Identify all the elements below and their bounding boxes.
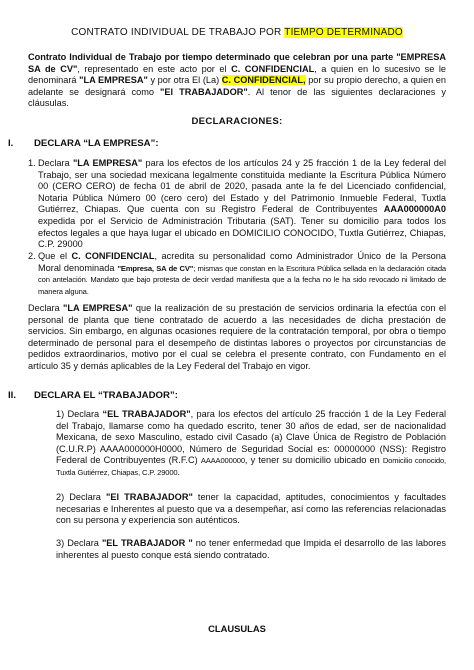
item-text: Que el (38, 251, 72, 261)
item-text: para los efectos de los artículos 24 y 25 fracción 1 de la Ley federal del Trabajo, ser una sociedad mexicana legalmente constituida mediante la Escritura Pública Número 00 (CERO CERO) de fecha 01 de abril de 2020, pasada ante la fe del Licenciado confidencial, Notaria Pública Número 00 (cero cero) del Estado y del Patrimonio Inmueble Federal, Tuxtla Gutiérrez, Chiapas. Que cuenta con su Registro Federal de Contribuyentes (38, 158, 446, 215)
worker-declaration-2 (56, 492, 446, 527)
employee-address: Domicilio conocido, Tuxtla Gutiérrez, Chiapas, C.P. 29000 (56, 456, 446, 477)
intro-text: y por otra El (La) (147, 75, 222, 86)
clausulas-heading: CLAUSULAS (208, 623, 266, 634)
employer-alias: "LA EMPRESA" (72, 158, 143, 168)
intro-lead: Contrato Individual de Trabajo por tiempo determinado que celebran por una parte (28, 52, 397, 62)
employee-name: C. CONFIDENCIAL, (221, 75, 306, 86)
employee-alias: "El TRABAJADOR" (106, 492, 193, 502)
company-name: "Empresa, SA de CV" (117, 263, 194, 273)
para-text: 3) Declara (56, 538, 102, 548)
declara-paragraph (28, 303, 446, 373)
intro-text: , a quien en lo sucesivo se le denominará (28, 63, 447, 86)
worker-declaration-3 (56, 538, 446, 561)
para-text: , y tener su domicilio ubicado en (244, 455, 383, 466)
employer-alias: "LA EMPRESA" (79, 75, 148, 86)
item-text: Declara (38, 158, 73, 168)
intro-text: . Al tenor de las siguientes declaraciones y cláusulas. (28, 86, 446, 109)
document-title (0, 27, 474, 38)
intro-paragraph (28, 52, 446, 110)
declaraciones-heading: DECLARACIONES: (191, 116, 283, 127)
title-highlight: TIEMPO DETERMINADO (284, 27, 403, 38)
section-1-numeral: I. (8, 138, 14, 149)
para-text: . (177, 466, 181, 477)
item-text: , acredita su personalidad como Administrador Único de la Persona Moral denominada (38, 251, 447, 273)
section-2-title: DECLARA EL “TRABAJADOR”: (34, 390, 178, 401)
para-text: que la realización de su prestación de servicios ordinaria la efectúa con el personal de planta que tiene contratado de acuerdo a las necesidades de dicha prestación de servicios. Sin embargo, en algunas ocasiones requiere de la contratación temporal, por obra o tiempo determinado de personal para el desempeño de distintas labores o proyectos por circunstancias de pedidos extraordinarios, motivo por el cual se celebra el presente contrato, con Fundamento en el artículo 35 y demás aplicables de la Ley Federal del Trabajo en vigor. (28, 303, 447, 371)
representative-name: C. CONFIDENCIAL (231, 63, 315, 74)
para-text: 1) Declara (56, 409, 103, 419)
para-text: no tener enfermedad que Impida el desarrollo de las labores inherentes al puesto conque está siendo contratado. (56, 538, 446, 560)
section-2-header (0, 390, 474, 402)
para-text: 2) Declara (56, 492, 107, 502)
employer-rfc: AAA000000A0 (383, 204, 446, 215)
section-1-title: DECLARA “LA EMPRESA”: (34, 138, 159, 149)
item-2-paragraph (38, 251, 446, 297)
item-text: ; mismas que constan en la Escritura Pública sellada en la declaración citada con antelación. Mandato que bajo protesta de decir verdad manifiesta que a la fecha no le ha sido revocado ni limitado de manera alguna. (38, 263, 447, 296)
title-prefix: CONTRATO INDIVIDUAL DE TRABAJO POR (71, 27, 285, 38)
para-text: , para los efectos del artículo 25 fracción 1 de la Ley Federal del Trabajo, llamarse como ha quedado escrito, tener 30 años de edad, ser de nacionalidad Mexicana, de sexo Masculino, estado civil Casado (a) Clave Única de Registro de Población (C.U.R.P) AAAA000000H0000, Número de Seguridad Social es: 00000000 (NSS): Registro Federal de Contribuyentes (R.F.C) (56, 409, 446, 466)
intro-text: por su propio derecho, a quien en adelante se designará como (28, 75, 447, 97)
para-text: tener la capacidad, aptitudes, conocimientos y facultades necesarias e Inherentes al puesto que va a desempeñar, así como las referencias relacionadas con su persona y experiencia son auténticos. (56, 492, 446, 526)
employee-alias: “EL TRABAJADOR" (102, 409, 191, 419)
employee-rfc: AAAA000000 (200, 456, 245, 466)
employer-alias: "LA EMPRESA" (63, 303, 133, 313)
para-text: Declara (28, 303, 64, 313)
employee-alias: "El TRABAJADOR" (160, 86, 248, 97)
section-1-header (0, 138, 474, 150)
item-1-number: 1. (28, 158, 36, 168)
employee-alias: "EL TRABAJADOR " (101, 538, 193, 548)
item-text: expedida por el Servicio de Administración Tributaria (SAT). Tener su domicilio para todos los efectos legales a que haya lugar el ubicado en DOMICILIO CONOCIDO, Tuxtla Gutiérrez, Chiapas, C.P. 29000 (38, 215, 446, 250)
representative-name: C. CONFIDENCIAL (71, 251, 155, 261)
section-2-numeral: II. (8, 390, 16, 401)
item-1-paragraph (38, 158, 446, 251)
intro-text: , representado en este acto por el (77, 63, 232, 74)
employer-name: "EMPRESA SA de CV" (28, 52, 446, 74)
worker-declaration-1 (56, 409, 446, 479)
item-2-number: 2. (28, 251, 36, 261)
